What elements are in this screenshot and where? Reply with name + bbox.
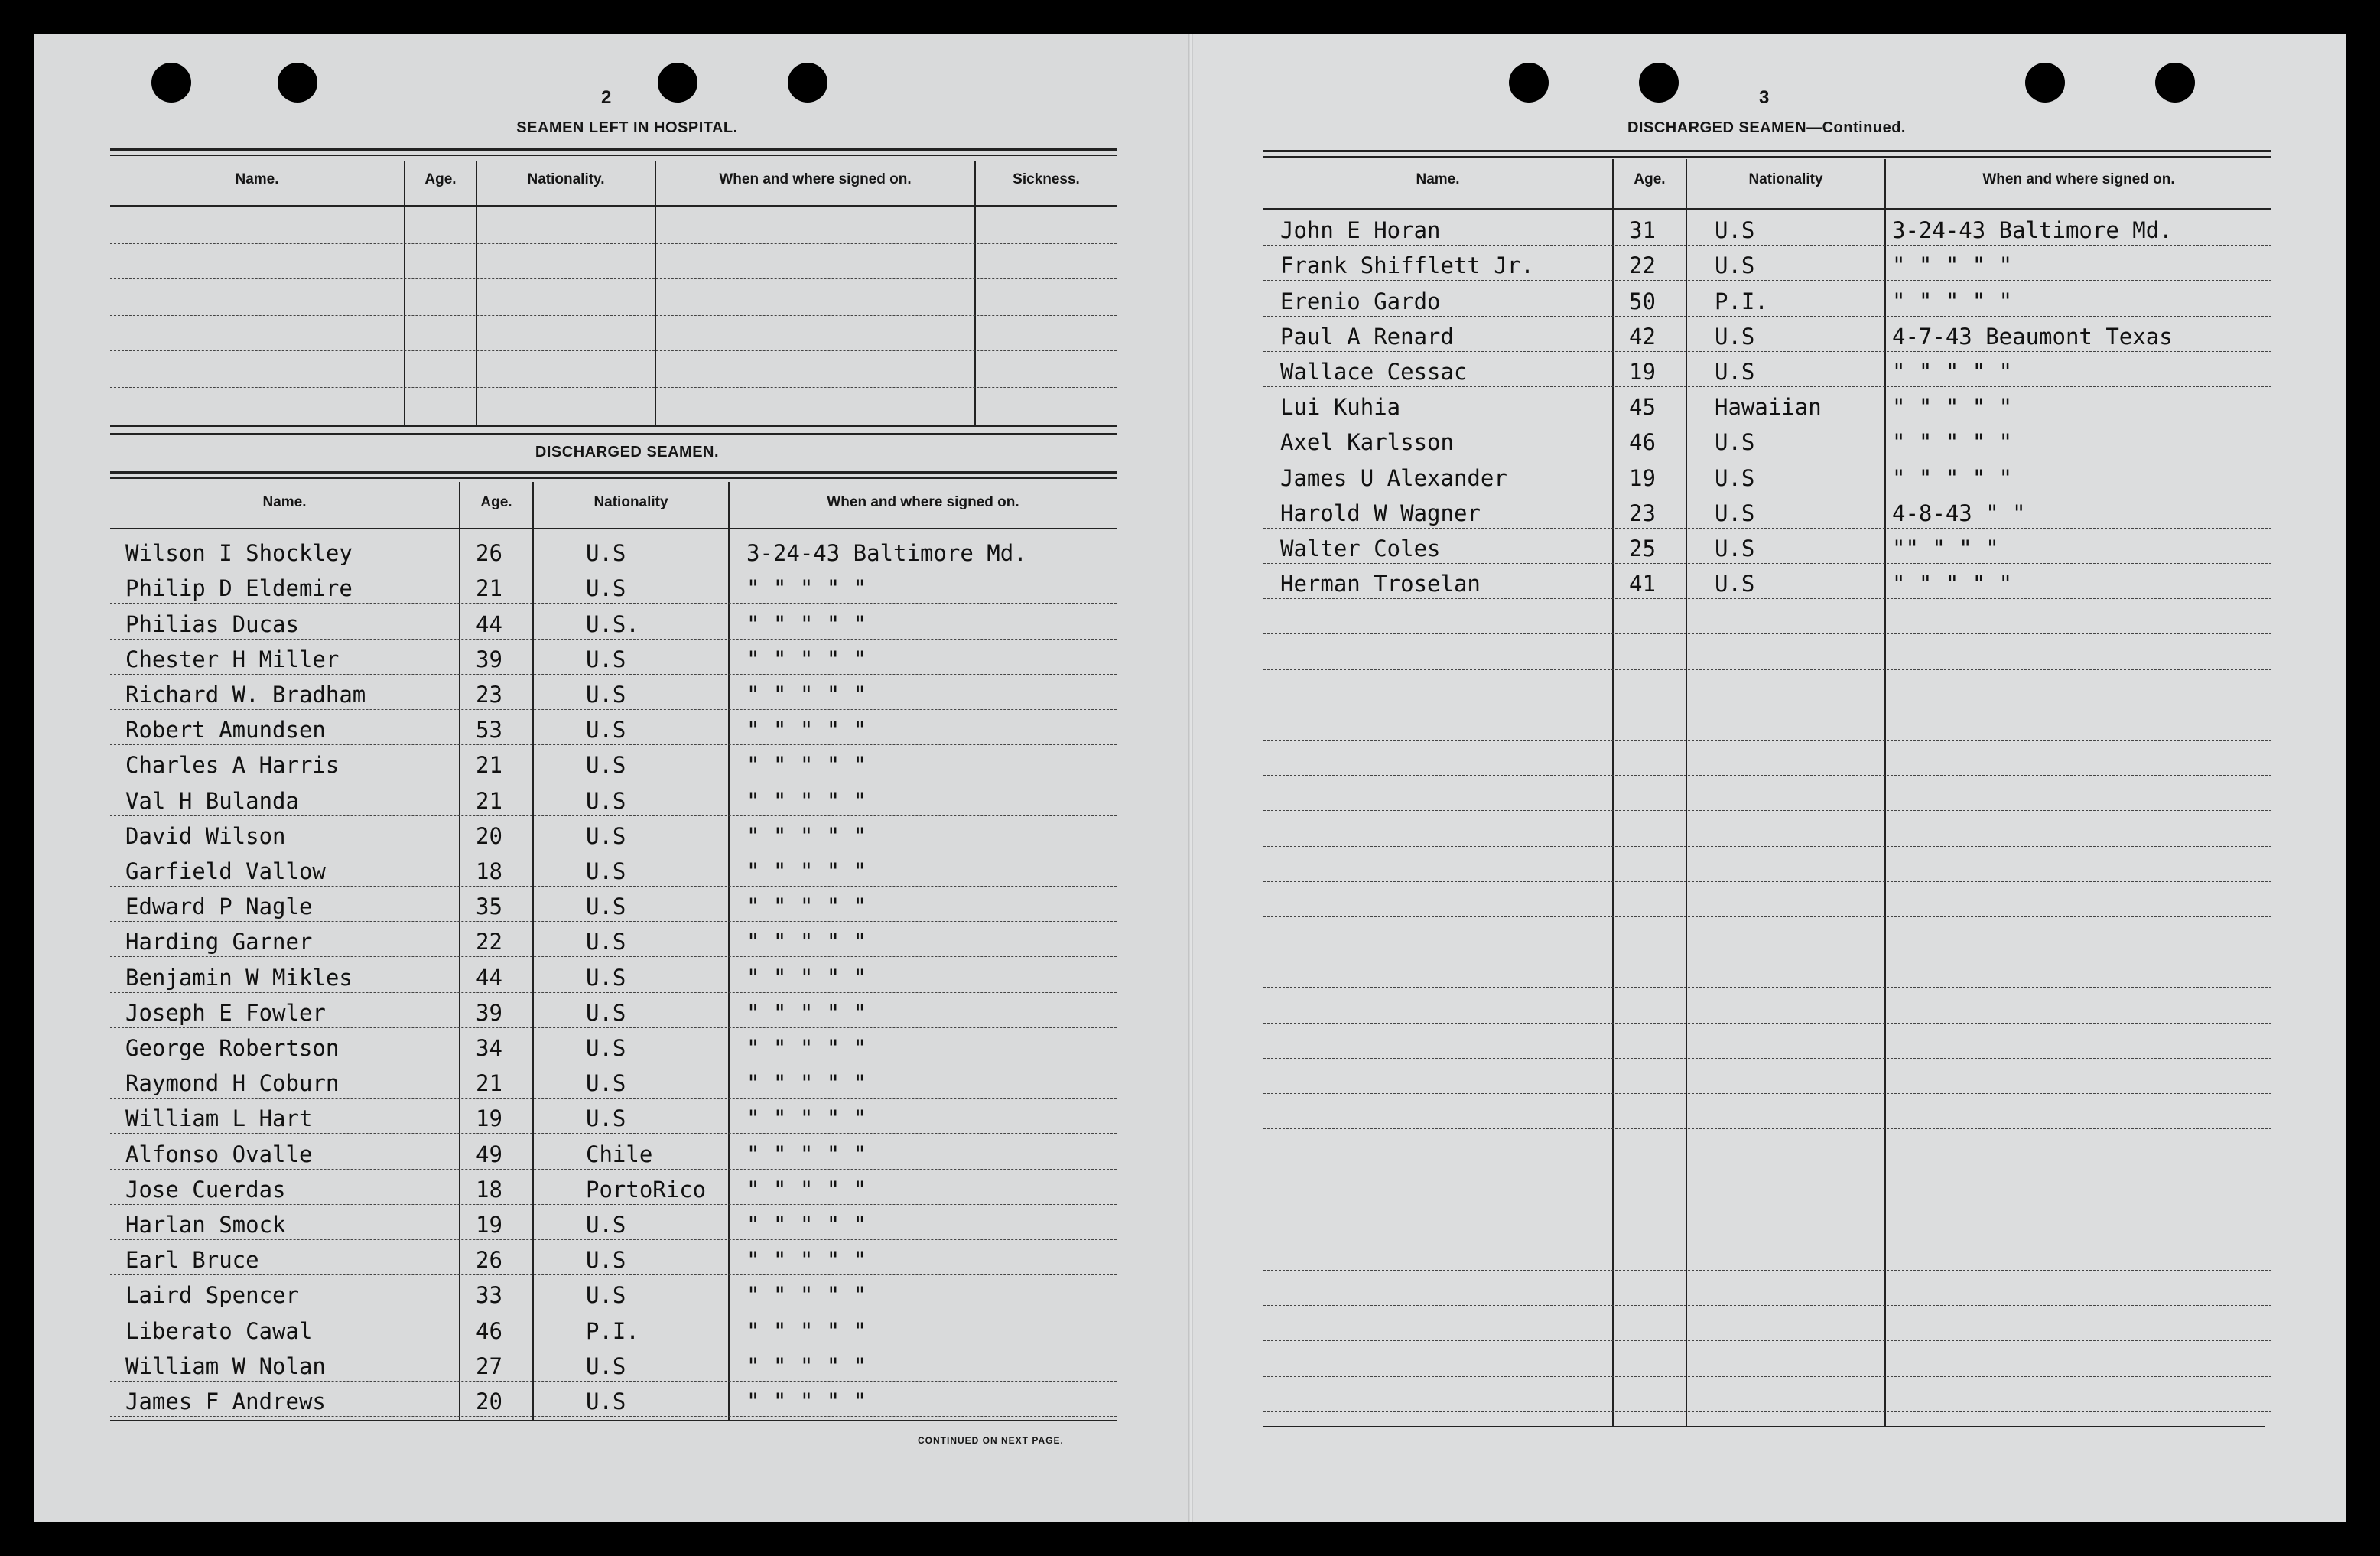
- row-name: David Wilson: [125, 822, 286, 849]
- row-nationality: U.S: [586, 1035, 626, 1061]
- right-top-rule: [1263, 150, 2271, 152]
- row-age: 21: [476, 575, 502, 602]
- row-signed: " " " " ": [746, 1035, 867, 1061]
- table-row-line: [110, 1381, 1117, 1382]
- row-signed: " " " " ": [746, 717, 867, 744]
- row-signed: " " " " ": [746, 1070, 867, 1097]
- row-age: 23: [1629, 500, 1656, 526]
- row-nationality: U.S: [586, 752, 626, 779]
- row-age: 42: [1629, 323, 1656, 350]
- row-signed: " " " " ": [1892, 394, 2013, 421]
- row-signed: " " " " ": [746, 1212, 867, 1238]
- row-name: John E Horan: [1280, 217, 1441, 244]
- row-nationality: U.S: [586, 682, 626, 708]
- row-name: James U Alexander: [1280, 464, 1507, 491]
- right-header-age: Age.: [1634, 171, 1666, 187]
- row-signed: " " " " ": [746, 999, 867, 1026]
- row-nationality: P.I.: [1715, 288, 1768, 314]
- table-row-line: [1263, 1305, 2271, 1306]
- row-name: Alfonso Ovalle: [125, 1141, 313, 1167]
- hospital-row-line: [110, 387, 1117, 388]
- row-nationality: U.S: [1715, 359, 1755, 385]
- row-signed: " " " " ": [1892, 571, 2013, 597]
- row-signed: " " " " ": [1892, 464, 2013, 491]
- row-nationality: U.S: [586, 575, 626, 602]
- row-signed: " " " " ": [746, 682, 867, 708]
- row-signed: " " " " ": [1892, 359, 2013, 385]
- row-age: 26: [476, 540, 502, 567]
- row-age: 18: [476, 858, 502, 884]
- row-age: 50: [1629, 288, 1656, 314]
- hospital-bottom-rule-thin: [110, 433, 1117, 435]
- row-name: Jose Cuerdas: [125, 1176, 286, 1203]
- hospital-header-name: Name.: [235, 171, 279, 187]
- row-age: 27: [476, 1353, 502, 1379]
- row-nationality: U.S: [586, 929, 626, 955]
- table-row-line: [1263, 740, 2271, 741]
- row-age: 19: [476, 1212, 502, 1238]
- row-age: 20: [476, 822, 502, 849]
- row-age: 19: [1629, 464, 1656, 491]
- page-number-right: 3: [1759, 87, 1770, 108]
- row-age: 21: [476, 752, 502, 779]
- table-row-line: [1263, 280, 2271, 281]
- table-row-line: [1263, 528, 2271, 529]
- row-age: 49: [476, 1141, 502, 1167]
- row-signed: " " " " ": [746, 822, 867, 849]
- row-name: Erenio Gardo: [1280, 288, 1441, 314]
- row-signed: " " " " ": [746, 1247, 867, 1274]
- row-signed: " " " " ": [746, 787, 867, 814]
- row-name: Raymond H Coburn: [125, 1070, 340, 1097]
- row-name: William W Nolan: [125, 1353, 326, 1379]
- row-nationality: U.S: [586, 1105, 626, 1132]
- row-nationality: U.S: [1715, 464, 1755, 491]
- row-age: 33: [476, 1282, 502, 1309]
- hospital-top-rule-thin: [110, 155, 1117, 156]
- row-name: Val H Bulanda: [125, 787, 299, 814]
- row-signed: 4-7-43 Beaumont Texas: [1892, 323, 2173, 350]
- row-nationality: U.S: [1715, 571, 1755, 597]
- row-signed: " " " " ": [746, 1105, 867, 1132]
- binder-hole: [658, 63, 697, 103]
- table-row-line: [110, 886, 1117, 887]
- continued-title-suffix: —Continued.: [1806, 119, 1906, 136]
- row-nationality: U.S: [586, 1282, 626, 1309]
- discharged-section-title: DISCHARGED SEAMEN.: [535, 444, 720, 461]
- row-signed: " " " " ": [746, 1176, 867, 1203]
- row-age: 35: [476, 894, 502, 920]
- discharged-top-rule: [110, 471, 1117, 474]
- row-signed: "" " " ": [1892, 535, 1999, 562]
- row-signed: " " " " ": [746, 964, 867, 991]
- row-signed: " " " " ": [746, 1353, 867, 1379]
- row-age: 26: [476, 1247, 502, 1274]
- row-name: Harlan Smock: [125, 1212, 286, 1238]
- row-age: 22: [1629, 252, 1656, 279]
- row-nationality: Chile: [586, 1141, 653, 1167]
- row-age: 41: [1629, 571, 1656, 597]
- row-nationality: U.S: [586, 1353, 626, 1379]
- row-nationality: U.S: [586, 858, 626, 884]
- table-row-line: [110, 1274, 1117, 1275]
- hospital-header-signed: When and where signed on.: [719, 171, 912, 187]
- row-name: Paul A Renard: [1280, 323, 1454, 350]
- hospital-row-line: [110, 315, 1117, 316]
- row-signed: " " " " ": [746, 929, 867, 955]
- row-name: Philias Ducas: [125, 610, 299, 637]
- right-header-name: Name.: [1416, 171, 1460, 187]
- row-name: Harding Garner: [125, 929, 313, 955]
- continued-footnote: CONTINUED ON NEXT PAGE.: [918, 1435, 1064, 1446]
- row-nationality: U.S: [586, 717, 626, 744]
- row-age: 22: [476, 929, 502, 955]
- discharged-bottom-rule: [110, 1420, 1117, 1421]
- row-nationality: PortoRico: [586, 1176, 707, 1203]
- row-signed: " " " " ": [746, 858, 867, 884]
- discharged-header-rule: [110, 528, 1117, 529]
- row-signed: " " " " ": [746, 752, 867, 779]
- row-signed: 3-24-43 Baltimore Md.: [746, 540, 1027, 567]
- table-row-line: [1263, 563, 2271, 564]
- hospital-row-line: [110, 350, 1117, 351]
- row-nationality: U.S: [586, 1388, 626, 1414]
- table-row-line: [1263, 775, 2271, 776]
- page-fold: [1188, 34, 1193, 1522]
- row-age: 18: [476, 1176, 502, 1203]
- row-age: 34: [476, 1035, 502, 1061]
- right-bottom-rule: [1263, 1426, 2265, 1427]
- row-age: 31: [1629, 217, 1656, 244]
- binder-hole: [1639, 63, 1679, 103]
- table-row-line: [1263, 1058, 2271, 1059]
- row-name: Edward P Nagle: [125, 894, 313, 920]
- row-name: Frank Shifflett Jr.: [1280, 252, 1534, 279]
- row-signed: 4-8-43 " ": [1892, 500, 2026, 526]
- hospital-header-rule: [110, 205, 1117, 207]
- continued-title-main: DISCHARGED SEAMEN: [1627, 119, 1807, 136]
- row-nationality: P.I.: [586, 1317, 639, 1344]
- row-age: 19: [476, 1105, 502, 1132]
- binder-hole: [2025, 63, 2065, 103]
- row-nationality: U.S: [1715, 217, 1755, 244]
- row-name: Earl Bruce: [125, 1247, 259, 1274]
- hospital-top-rule: [110, 148, 1117, 151]
- hospital-header-age: Age.: [424, 171, 457, 187]
- row-name: Chester H Miller: [125, 646, 340, 672]
- table-row-line: [1263, 1023, 2271, 1024]
- row-nationality: Hawaiian: [1715, 394, 1822, 421]
- row-age: 46: [1629, 429, 1656, 456]
- row-nationality: U.S: [586, 894, 626, 920]
- row-nationality: U.S: [586, 1212, 626, 1238]
- binder-hole: [1509, 63, 1549, 103]
- discharged-header-age: Age.: [480, 494, 512, 510]
- table-row-line: [110, 815, 1117, 816]
- row-nationality: U.S: [1715, 429, 1755, 456]
- row-name: William L Hart: [125, 1105, 313, 1132]
- row-name: Richard W. Bradham: [125, 682, 366, 708]
- row-nationality: U.S: [586, 1247, 626, 1274]
- row-nationality: U.S: [586, 540, 626, 567]
- table-row-line: [1263, 846, 2271, 847]
- row-nationality: U.S: [586, 822, 626, 849]
- table-row-line: [1263, 245, 2271, 246]
- discharged-header-name: Name.: [262, 494, 307, 510]
- table-row-line: [1263, 881, 2271, 882]
- table-row-line: [1263, 386, 2271, 387]
- row-signed: 3-24-43 Baltimore Md.: [1892, 217, 2173, 244]
- table-row-line: [1263, 1411, 2271, 1412]
- row-name: Benjamin W Mikles: [125, 964, 353, 991]
- row-name: James F Andrews: [125, 1388, 326, 1414]
- row-signed: " " " " ": [746, 1282, 867, 1309]
- right-header-signed: When and where signed on.: [1982, 171, 2175, 187]
- hospital-header-sickness: Sickness.: [1013, 171, 1080, 187]
- table-row-line: [110, 1239, 1117, 1240]
- row-signed: " " " " ": [1892, 288, 2013, 314]
- discharged-header-nationality: Nationality: [593, 494, 668, 510]
- row-nationality: U.S: [586, 787, 626, 814]
- table-row-line: [1263, 598, 2271, 599]
- row-age: 44: [476, 964, 502, 991]
- discharged-top-rule-thin: [110, 477, 1117, 479]
- hospital-header-nationality: Nationality.: [527, 171, 605, 187]
- hospital-row-line: [110, 278, 1117, 279]
- row-age: 25: [1629, 535, 1656, 562]
- row-name: Joseph E Fowler: [125, 999, 326, 1026]
- table-row-line: [1263, 1128, 2271, 1129]
- row-signed: " " " " ": [746, 1141, 867, 1167]
- table-row-line: [110, 709, 1117, 710]
- row-nationality: U.S: [586, 1070, 626, 1097]
- row-age: 21: [476, 787, 502, 814]
- row-signed: " " " " ": [746, 575, 867, 602]
- table-row-line: [1263, 810, 2271, 811]
- row-age: 21: [476, 1070, 502, 1097]
- row-name: Lui Kuhia: [1280, 394, 1401, 421]
- row-name: Laird Spencer: [125, 1282, 299, 1309]
- row-name: Axel Karlsson: [1280, 429, 1454, 456]
- row-nationality: U.S: [1715, 252, 1755, 279]
- binder-hole: [788, 63, 827, 103]
- table-row-line: [110, 1416, 1117, 1417]
- table-row-line: [1263, 916, 2271, 917]
- row-name: Herman Troselan: [1280, 571, 1481, 597]
- row-name: Robert Amundsen: [125, 717, 326, 744]
- table-row-line: [1263, 351, 2271, 352]
- row-name: Harold W Wagner: [1280, 500, 1481, 526]
- row-age: 45: [1629, 394, 1656, 421]
- table-row-line: [1263, 669, 2271, 670]
- right-header-rule: [1263, 208, 2271, 210]
- hospital-row-line: [110, 243, 1117, 244]
- row-nationality: U.S: [586, 999, 626, 1026]
- table-row-line: [1263, 1270, 2271, 1271]
- row-age: 39: [476, 646, 502, 672]
- table-row-line: [110, 1133, 1117, 1134]
- table-row-line: [110, 956, 1117, 957]
- table-row-line: [110, 603, 1117, 604]
- binder-hole: [278, 63, 317, 103]
- row-age: 44: [476, 610, 502, 637]
- table-row-line: [110, 1027, 1117, 1028]
- row-name: Philip D Eldemire: [125, 575, 353, 602]
- table-row-line: [110, 744, 1117, 745]
- table-row-line: [1263, 1376, 2271, 1377]
- right-header-nationality: Nationality: [1748, 171, 1823, 187]
- table-row-line: [1263, 987, 2271, 988]
- row-nationality: U.S.: [586, 610, 639, 637]
- row-age: 19: [1629, 359, 1656, 385]
- row-age: 23: [476, 682, 502, 708]
- hospital-section-title: SEAMEN LEFT IN HOSPITAL.: [516, 119, 738, 136]
- hospital-bottom-rule: [110, 425, 1117, 427]
- table-row-line: [1263, 1340, 2271, 1341]
- table-row-line: [110, 1098, 1117, 1099]
- row-signed: " " " " ": [1892, 429, 2013, 456]
- row-signed: " " " " ": [746, 1317, 867, 1344]
- row-signed: " " " " ": [746, 894, 867, 920]
- table-row-line: [110, 921, 1117, 922]
- continued-section-title: [1568, 119, 1965, 137]
- table-row-line: [110, 674, 1117, 675]
- row-age: 39: [476, 999, 502, 1026]
- row-nationality: U.S: [1715, 323, 1755, 350]
- row-signed: " " " " ": [746, 646, 867, 672]
- row-name: Wilson I Shockley: [125, 540, 353, 567]
- binder-hole: [151, 63, 191, 103]
- row-age: 53: [476, 717, 502, 744]
- row-signed: " " " " ": [1892, 252, 2013, 279]
- table-row-line: [110, 1169, 1117, 1170]
- table-row-line: [110, 639, 1117, 640]
- row-nationality: U.S: [586, 646, 626, 672]
- row-nationality: U.S: [1715, 500, 1755, 526]
- table-row-line: [1263, 316, 2271, 317]
- row-signed: " " " " ": [746, 1388, 867, 1414]
- table-row-line: [1263, 1093, 2271, 1094]
- table-row-line: [110, 1204, 1117, 1205]
- page-number-left: 2: [601, 87, 612, 108]
- table-row-line: [110, 992, 1117, 993]
- row-name: Wallace Cessac: [1280, 359, 1468, 385]
- row-nationality: U.S: [586, 964, 626, 991]
- table-row-line: [1263, 633, 2271, 634]
- row-name: Charles A Harris: [125, 752, 340, 779]
- row-name: Walter Coles: [1280, 535, 1441, 562]
- row-nationality: U.S: [1715, 535, 1755, 562]
- row-name: George Robertson: [125, 1035, 340, 1061]
- discharged-header-signed: When and where signed on.: [827, 494, 1019, 510]
- row-name: Garfield Vallow: [125, 858, 326, 884]
- right-top-rule-thin: [1263, 156, 2271, 158]
- row-age: 46: [476, 1317, 502, 1344]
- row-name: Liberato Cawal: [125, 1317, 313, 1344]
- row-age: 20: [476, 1388, 502, 1414]
- row-signed: " " " " ": [746, 610, 867, 637]
- binder-hole: [2155, 63, 2195, 103]
